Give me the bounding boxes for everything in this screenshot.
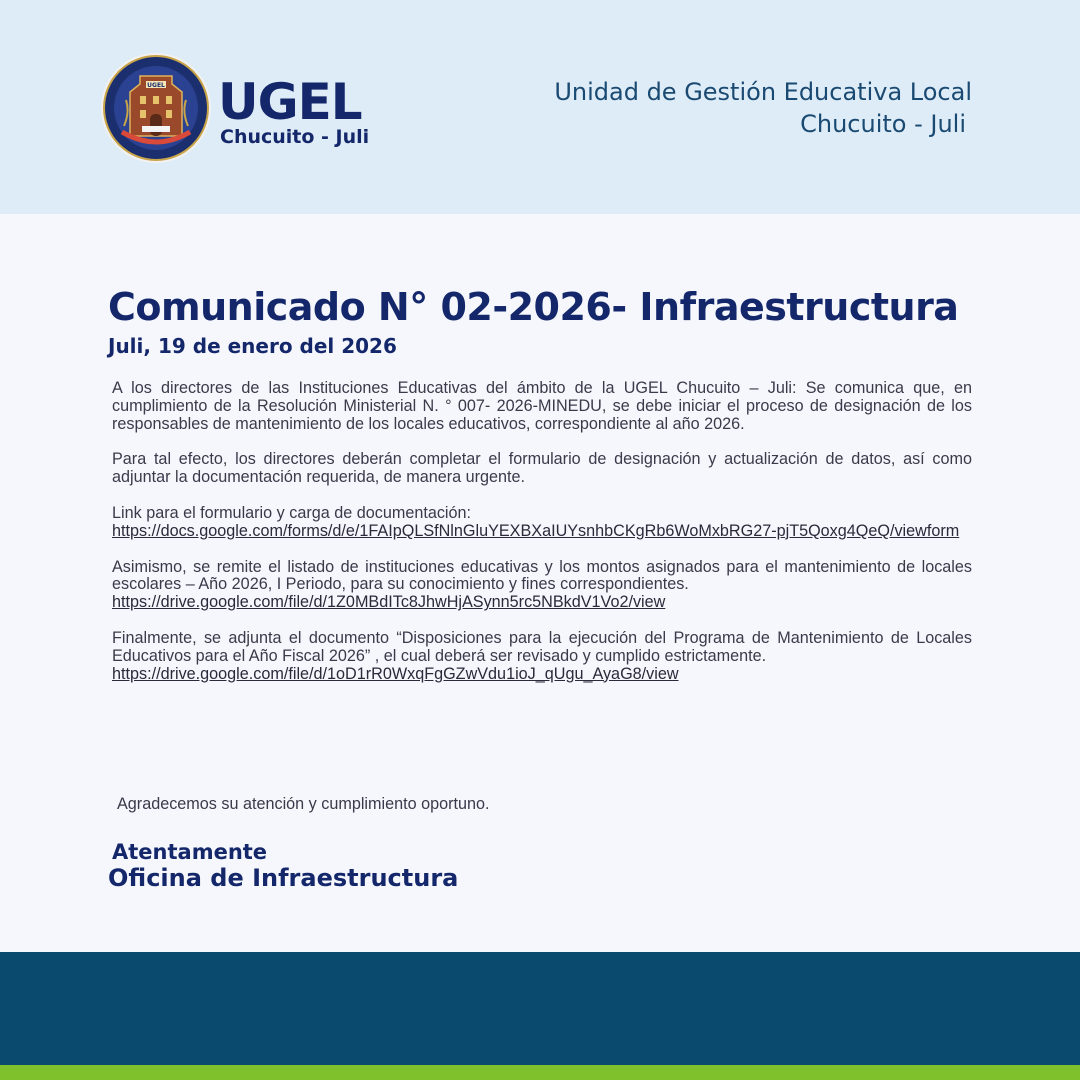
paragraph-form-link: [112, 505, 972, 541]
provisions-link[interactable]: https://drive.google.com/file/d/1oD1rR0WxqFgGZwVdu1ioJ_qUgu_AyaG8/view: [112, 664, 679, 683]
paragraph-intro: A los directores de las Instituciones Educativas del ámbito de la UGEL Chucuito – Juli: Se comunica que, en cumplimiento de la Resolución Ministerial N. ° 007- 2026-MINEDU, se debe iniciar el proceso de designación de los responsables de mantenimiento de los locales educativos, correspondiente al año 2026.: [112, 379, 972, 433]
list-link[interactable]: https://drive.google.com/file/d/1Z0MBdITc8JhwHjASynn5rc5NBkdV1Vo2/view: [112, 593, 666, 612]
brand-name: UGEL: [218, 73, 362, 131]
signature-office: Oficina de Infraestructura: [108, 864, 459, 892]
document-title: Comunicado N° 02-2026- Infraestructura: [108, 285, 959, 329]
ugel-seal-logo: [100, 52, 212, 164]
document-date: Juli, 19 de enero del 2026: [108, 334, 397, 358]
paragraph-instructions: Para tal efecto, los directores deberán completar el formulario de designación y actualización de datos, así como adjuntar la documentación requerida, de manera urgente.: [112, 450, 972, 487]
footer-band: [0, 952, 1080, 1065]
form-link-label: Link para el formulario y carga de documentación:: [112, 503, 472, 522]
signature-greeting: Atentamente: [112, 840, 268, 864]
document-body: [112, 380, 972, 701]
list-text: Asimismo, se remite el listado de instituciones educativas y los montos asignados para el mantenimiento de locales escolares – Año 2026, I Periodo, para su conocimiento y fines correspondientes.: [112, 557, 972, 594]
footer-stripe: [0, 1065, 1080, 1080]
unit-heading: [554, 76, 972, 140]
header-banner: [0, 0, 1080, 214]
closing-thanks: Agradecemos su atención y cumplimiento oportuno.: [117, 795, 490, 813]
unit-location: Chucuito - Juli: [800, 110, 966, 138]
unit-name: Unidad de Gestión Educativa Local: [554, 78, 972, 106]
provisions-text: Finalmente, se adjunta el documento “Disposiciones para la ejecución del Programa de Mantenimiento de Locales Educativos para el Año Fiscal 2026” , el cual deberá ser revisado y cumplido estrictamente.: [112, 628, 972, 665]
form-link[interactable]: https://docs.google.com/forms/d/e/1FAIpQLSfNlnGluYEXBXaIUYsnhbCKgRb6WoMxbRG27-pjT5Qoxg4QeQ/viewform: [112, 521, 960, 540]
paragraph-list: [112, 559, 972, 612]
brand-location: Chucuito - Juli: [220, 126, 370, 148]
paragraph-provisions: [112, 630, 972, 683]
svg-text:UGEL: UGEL: [147, 82, 165, 89]
